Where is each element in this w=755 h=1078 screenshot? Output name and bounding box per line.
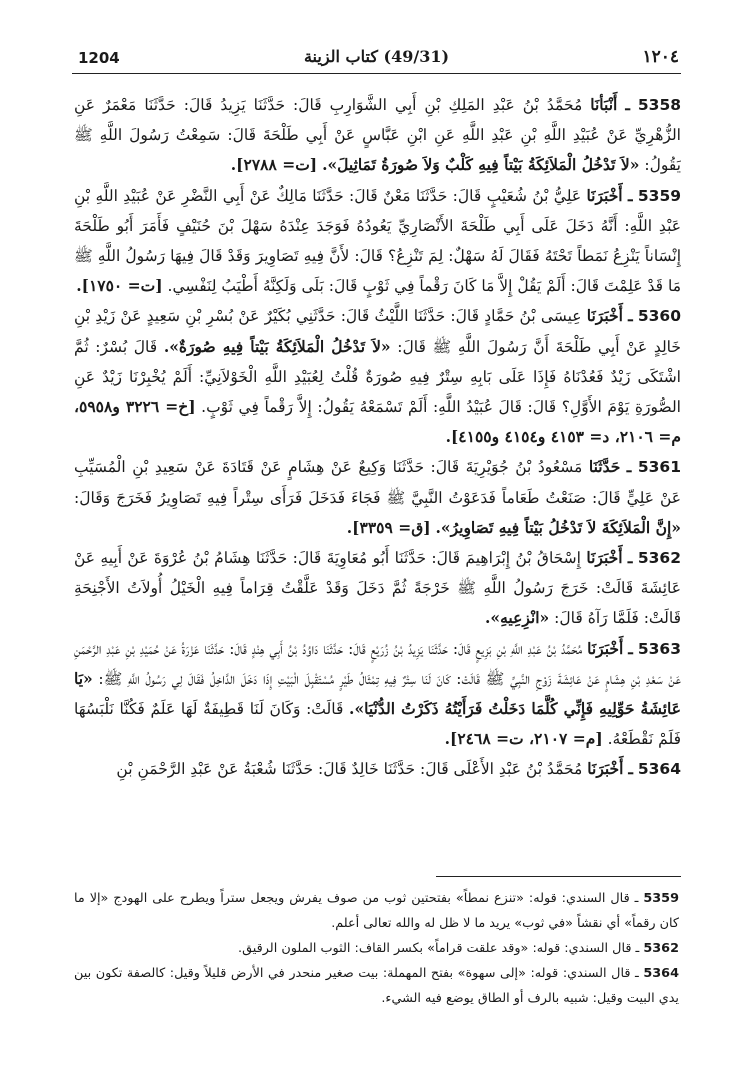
footnote-number: 5362 [643,941,679,956]
hadith-text-continued: قَالَتْ: وَكَانَ لَنَا قَطِيفَةٌ لَهَا عَلَمٌ فَكُنَّا نَلْبَسُهَا فَلَمْ نَقْطَعْهُ. [74,700,681,749]
hadith-reference: [خ= ٣٢٢٦ و٥٩٥٨، م= ٢١٠٦، د= ٤١٥٣ و٤١٥٤ و٤١٥٥]. [74,397,681,447]
hadith-entry-5361: 5361 ـ حَدَّثَنَا مَسْعُودُ بْنُ جُوَيْرِيَةَ قَالَ: حَدَّثَنَا وَكِيعٌ عَنْ هِشَامٍ عَنْ قَتَادَةَ عَنْ سَعِيدِ بْنِ الْمُسَيِّبِ عَنْ عَلِيٍّ قَالَ: صَنَعْتُ طَعَاماً فَدَعَوْتُ النَّبِيَّ ﷺ فَجَاءَ فَدَخَلَ فَرَأَى سِتْراً فِيهِ تَصَاوِيرُ فَخَرَجَ وَقَالَ: «إِنَّ الْمَلاَئِكَةَ لاَ تَدْخُلُ بَيْتاً فِيهِ تَصَاوِيرُ». [ق= ٣٣٥٩]. [74,457,681,537]
footnote-text: ـ قال السندي: قوله: «تنزع نمطاً» بفتحتين ثوب من صوف يفرش ويجعل ستراً ويطرح على الهودج «إلا ما كان رقماً» أي نقشاً «في ثوب» يريد ما لا ظل له والله تعالى أعلم. [74,891,679,931]
footnotes [74,886,679,1036]
hadith-text: عِيسَى بْنُ حَمَّادٍ قَالَ: حَدَّثَنَا اللَّيْثُ قَالَ: حَدَّثَنِي بُكَيْرٌ عَنْ بُسْرِ بْنِ سَعِيدٍ عَنْ زَيْدِ بْنِ خَالِدٍ عَنْ أَبِي طَلْحَةَ أَنَّ رَسُولَ اللَّهِ ﷺ قَالَ: [74,307,681,356]
footnote-number: 5359 [643,891,679,906]
hadith-matn: «إِنَّ الْمَلاَئِكَةَ لاَ تَدْخُلُ بَيْتاً فِيهِ تَصَاوِيرُ». [435,517,681,537]
hadith-text: مُحَمَّدُ بْنُ عَبْدِ المَلِكِ بْنِ أَبِي الشَّوَارِبِ قَالَ: حَدَّثَنَا يَزِيدُ قَالَ: حَدَّثَنَا مَعْمَرٌ عَنِ الزُّهْرِيِّ عَنْ عُبَيْدِ اللَّهِ بْنِ عَبْدِ اللَّهِ عَنِ ابْنِ عَبَّاسٍ عَنْ أَبِي طَلْحَةَ قَالَ: سَمِعْتُ رَسُولَ اللَّهِ ﷺ يَقُولُ: [74,96,681,175]
footnote-number: 5364 [643,966,679,981]
narration-keyword: أَنْبَأنَا [590,95,618,114]
hadith-number: 5360 [637,307,681,326]
page-number-arabic: ١٢٠٤ [642,47,679,67]
hadith-text: إِسْحَاقُ بْنُ إِبْرَاهِيمَ قَالَ: حَدَّثَنَا أَبُو مُعَاوِيَةَ قَالَ: حَدَّثَنَا هِشَامُ بْنُ عُرْوَةَ عَنْ أَبِيهِ عَنْ عَائِشَةَ قَالَتْ: خَرَجَ رَسُولُ اللَّهِ ﷺ خَرْجَةً ثُمَّ دَخَلَ وَقَدْ عَلَّقْتُ قِرَاماً فِيهِ الْخَيْلُ أُولاَتُ الأَجْنِحَةِ قَالَتْ: فَلَمَّا رَآهُ قَالَ: [74,549,681,628]
hadith-body [74,90,681,850]
hadith-entry-5363: 5363 ـ أَخْبَرَنَا مُحَمَّدُ بْنُ عَبْدِ اللَّهِ بْنِ بَزِيعٍ قَالَ: حَدَّثَنَا يَزِيدُ بْنُ زُرَيْعٍ قَالَ: حَدَّثَنَا دَاوُدُ بْنُ أَبِي هِنْدٍ قَالَ: حَدَّثَنَا عَزْرَةُ عَنْ حُمَيْدِ بْنِ عَبْدِ الرَّحْمَنِ عَنْ سَعْدِ بْنِ هِشَامٍ عَنْ عَائِشَةَ زَوْجِ النَّبِيِّ ﷺ قَالَتْ: كَانَ لَنَا سِتْرٌ فِيهِ تِمْثَالُ طَيْرٍ مُسْتَقْبِلَ الْبَيْتِ إِذَا دَخَلَ الدَّاخِلُ فَقَالَ لِي رَسُولُ اللَّهِ ﷺ: «يَا عَائِشَةُ حَوِّلِيهِ فَإِنِّي كُلَّمَا دَخَلْتُ فَرَأَيْتُهُ ذَكَرْتُ الدُّنْيَا». قَالَتْ: وَكَانَ لَنَا قَطِيفَةٌ لَهَا عَلَمٌ فَكُنَّا نَلْبَسُهَا فَلَمْ نَقْطَعْهُ. [م= ٢١٠٧، ت= ٢٤٦٨]. [74,638,681,749]
hadith-entry-5358: 5358 ـ أَنْبَأنَا مُحَمَّدُ بْنُ عَبْدِ المَلِكِ بْنِ أَبِي الشَّوَارِبِ قَالَ: حَدَّثَنَا يَزِيدُ قَالَ: حَدَّثَنَا مَعْمَرٌ عَنِ الزُّهْرِيِّ عَنْ عُبَيْدِ اللَّهِ بْنِ عَبْدِ اللَّهِ عَنِ ابْنِ عَبَّاسٍ عَنْ أَبِي طَلْحَةَ قَالَ: سَمِعْتُ رَسُولَ اللَّهِ ﷺ يَقُولُ: «لاَ تَدْخُلُ الْمَلاَئِكَةُ بَيْتاً فِيهِ كَلْبٌ وَلاَ صُورَةُ تَمَاثِيلَ». [ت= ٢٧٨٨]. [74,95,681,175]
hadith-text: مُحَمَّدُ بْنُ عَبْدِ الأَعْلَى قَالَ: حَدَّثَنَا خَالِدٌ قَالَ: حَدَّثَنَا شُعْبَةُ عَنْ عَبْدِ الرَّحْمَنِ بْنِ [116,760,583,779]
hadith-number: 5364 [637,760,681,779]
hadith-number: 5359 [637,186,681,205]
hadith-number: 5358 [637,96,681,114]
hadith-number: 5361 [637,458,681,477]
page-header [72,47,681,74]
footnote-divider [436,876,681,877]
hadith-reference: [ق= ٣٣٥٩]. [346,517,431,537]
hadith-number: 5362 [637,549,681,568]
hadith-reference: [ت= ١٧٥٠]. [76,276,163,296]
hadith-entry-5359: 5359 ـ أَخْبَرَنَا عَلِيُّ بْنُ شُعَيْبٍ قَالَ: حَدَّثَنَا مَعْنٌ قَالَ: حَدَّثَنَا مَالِكٌ عَنْ أَبِي النَّضْرِ عَنْ عُبَيْدِ اللَّهِ بْنِ عَبْدِ اللَّهِ: أَنَّهُ دَخَلَ عَلَى أَبِي طَلْحَةَ الأَنْصَارِيِّ يَعُودُهُ فَوَجَدَ عِنْدَهُ سَهْلَ بْنَ حُنَيْفٍ فَأَمَرَ أَبُو طَلْحَةَ إِنْسَاناً يَنْزِعُ نَمَطاً تَحْتَهُ فَقَالَ لَهُ سَهْلٌ: لِمَ تَنْزِعُ؟ قَالَ: لأَنَّ فِيهِ تَصَاوِيرَ وَقَدْ قَالَ فِيهَا رَسُولُ اللَّهِ ﷺ مَا قَدْ عَلِمْتَ قَالَ: أَلَمْ يَقُلْ إِلاَّ مَا كَانَ رَقْماً فِي ثَوْبٍ قَالَ: بَلَى وَلَكِنَّهُ أَطْيَبُ لِنَفْسِي. [ت= ١٧٥٠]. [74,185,681,296]
hadith-reference: [م= ٢١٠٧، ت= ٢٤٦٨]. [444,729,603,749]
hadith-text: مَسْعُودُ بْنُ جُوَيْرِيَةَ قَالَ: حَدَّثَنَا وَكِيعٌ عَنْ هِشَامٍ عَنْ قَتَادَةَ عَنْ سَعِيدِ بْنِ الْمُسَيِّبِ عَنْ عَلِيٍّ قَالَ: صَنَعْتُ طَعَاماً فَدَعَوْتُ النَّبِيَّ ﷺ فَجَاءَ فَدَخَلَ فَرَأَى سِتْراً فِيهِ تَصَاوِيرُ فَخَرَجَ وَقَالَ: [74,458,681,507]
running-title: (49/31) كتاب الزينة [303,47,450,66]
narration-keyword: أَخْبَرَنَا [587,759,624,779]
narration-keyword: أَخْبَرَنَا [586,306,623,326]
footnote-text: ـ قال السندي: قوله: «إلى سهوة» بفتح المهملة: بيت صغير منحدر في الأرض قليلاً وقيل: كالصفة تكون بين يدي البيت وقيل: شبيه بالرف أو الطاق يوضع فيه الشيء. [74,966,679,1006]
footnote-5359 [74,886,679,936]
hadith-matn: «لاَ تَدْخُلُ الْمَلاَئِكَةُ بَيْتاً فِيهِ صُورَةٌ». [163,336,391,356]
footnote-text: ـ قال السندي: قوله: «وقد علقت قراماً» بكسر القاف: الثوب الملون الرقيق. [238,941,640,956]
hadith-matn: «يَا عَائِشَةُ حَوِّلِيهِ فَإِنِّي كُلَّمَا دَخَلْتُ فَرَأَيْتُهُ ذَكَرْتُ الدُّنْيَا». [74,668,681,719]
hadith-reference: [ت= ٢٧٨٨]. [230,155,318,175]
narration-keyword: أَخْبَرَنَا [587,638,624,658]
hadith-text: عَلِيُّ بْنُ شُعَيْبٍ قَالَ: حَدَّثَنَا مَعْنٌ قَالَ: حَدَّثَنَا مَالِكٌ عَنْ أَبِي النَّضْرِ عَنْ عُبَيْدِ اللَّهِ بْنِ عَبْدِ اللَّهِ: أَنَّهُ دَخَلَ عَلَى أَبِي طَلْحَةَ الأَنْصَارِيِّ يَعُودُهُ فَوَجَدَ عِنْدَهُ سَهْلَ بْنَ حُنَيْفٍ فَأَمَرَ أَبُو طَلْحَةَ إِنْسَاناً يَنْزِعُ نَمَطاً تَحْتَهُ فَقَالَ لَهُ سَهْلٌ: لِمَ تَنْزِعُ؟ قَالَ: لأَنَّ فِيهِ تَصَاوِيرَ وَقَدْ قَالَ فِيهَا رَسُولُ اللَّهِ ﷺ مَا قَدْ عَلِمْتَ قَالَ: أَلَمْ يَقُلْ إِلاَّ مَا كَانَ رَقْماً فِي ثَوْبٍ قَالَ: بَلَى وَلَكِنَّهُ أَطْيَبُ لِنَفْسِي. [74,186,681,296]
narration-keyword: حَدَّثَنَا [588,457,621,477]
hadith-entry-5364: 5364 ـ أَخْبَرَنَا مُحَمَّدُ بْنُ عَبْدِ الأَعْلَى قَالَ: حَدَّثَنَا خَالِدٌ قَالَ: حَدَّثَنَا شُعْبَةُ عَنْ عَبْدِ الرَّحْمَنِ بْنِ [116,759,681,779]
hadith-entry-5360: 5360 ـ أَخْبَرَنَا عِيسَى بْنُ حَمَّادٍ قَالَ: حَدَّثَنَا اللَّيْثُ قَالَ: حَدَّثَنِي بُكَيْرٌ عَنْ بُسْرِ بْنِ سَعِيدٍ عَنْ زَيْدِ بْنِ خَالِدٍ عَنْ أَبِي طَلْحَةَ أَنَّ رَسُولَ اللَّهِ ﷺ قَالَ: «لاَ تَدْخُلُ الْمَلاَئِكَةُ بَيْتاً فِيهِ صُورَةٌ». قَالَ بُسْرٌ: ثُمَّ اشْتَكَى زَيْدٌ فَعُدْنَاهُ فَإِذَا عَلَى بَابِهِ سِتْرٌ فِيهِ صُورَةٌ قُلْتُ لِعُبَيْدِ اللَّهِ الْخَوْلاَنِيِّ: أَلَمْ يُخْبِرْنَا زَيْدٌ عَنِ الصُّورَةِ يَوْمَ الأَوَّلِ؟ قَالَ: قَالَ عُبَيْدُ اللَّهِ: أَلَمْ تَسْمَعْهُ يَقُولُ: إِلاَّ رَقْماً فِي ثَوْبٍ. [خ= ٣٢٢٦ و٥٩٥٨، م= ٢١٠٦، د= ٤١٥٣ و٤١٥٤ و٤١٥٥]. [74,306,681,447]
narration-keyword: أَخْبَرَنَا [586,548,623,568]
narration-keyword: أَخْبَرَنَا [586,185,623,205]
hadith-number: 5363 [637,639,681,658]
hadith-matn: «لاَ تَدْخُلُ الْمَلاَئِكَةُ بَيْتاً فِيهِ كَلْبٌ وَلاَ صُورَةُ تَمَاثِيلَ». [322,155,640,175]
page-number-latin: 1204 [78,49,120,67]
hadith-matn: «انْزِعِيهِ». [485,608,550,628]
hadith-text-continued: قَالَ بُسْرٌ: ثُمَّ اشْتَكَى زَيْدٌ فَعُدْنَاهُ فَإِذَا عَلَى بَابِهِ سِتْرٌ فِيهِ صُورَةٌ قُلْتُ لِعُبَيْدِ اللَّهِ الْخَوْلاَنِيِّ: أَلَمْ يُخْبِرْنَا زَيْدٌ عَنِ الصُّورَةِ يَوْمَ الأَوَّلِ؟ قَالَ: قَالَ عُبَيْدُ اللَّهِ: أَلَمْ تَسْمَعْهُ يَقُولُ: إِلاَّ رَقْماً فِي ثَوْبٍ. [74,337,681,417]
hadith-entry-5362: 5362 ـ أَخْبَرَنَا إِسْحَاقُ بْنُ إِبْرَاهِيمَ قَالَ: حَدَّثَنَا أَبُو مُعَاوِيَةَ قَالَ: حَدَّثَنَا هِشَامُ بْنُ عُرْوَةَ عَنْ أَبِيهِ عَنْ عَائِشَةَ قَالَتْ: خَرَجَ رَسُولُ اللَّهِ ﷺ خَرْجَةً ثُمَّ دَخَلَ وَقَدْ عَلَّقْتُ قِرَاماً فِيهِ الْخَيْلُ أُولاَتُ الأَجْنِحَةِ قَالَتْ: فَلَمَّا رَآهُ قَالَ: «انْزِعِيهِ». [74,548,681,628]
footnote-5364 [74,961,679,1011]
hadith-text: مُحَمَّدُ بْنُ عَبْدِ اللَّهِ بْنِ بَزِيعٍ قَالَ: حَدَّثَنَا يَزِيدُ بْنُ زُرَيْعٍ قَالَ: حَدَّثَنَا دَاوُدُ بْنُ أَبِي هِنْدٍ قَالَ: حَدَّثَنَا عَزْرَةُ عَنْ حُمَيْدِ بْنِ عَبْدِ الرَّحْمَنِ عَنْ سَعْدِ بْنِ هِشَامٍ عَنْ عَائِشَةَ زَوْجِ النَّبِيِّ ﷺ قَالَتْ: كَانَ لَنَا سِتْرٌ فِيهِ تِمْثَالُ طَيْرٍ مُسْتَقْبِلَ الْبَيْتِ إِذَا دَخَلَ الدَّاخِلُ فَقَالَ لِي رَسُولُ اللَّهِ ﷺ: [74,639,681,688]
footnote-5362 [74,936,679,961]
